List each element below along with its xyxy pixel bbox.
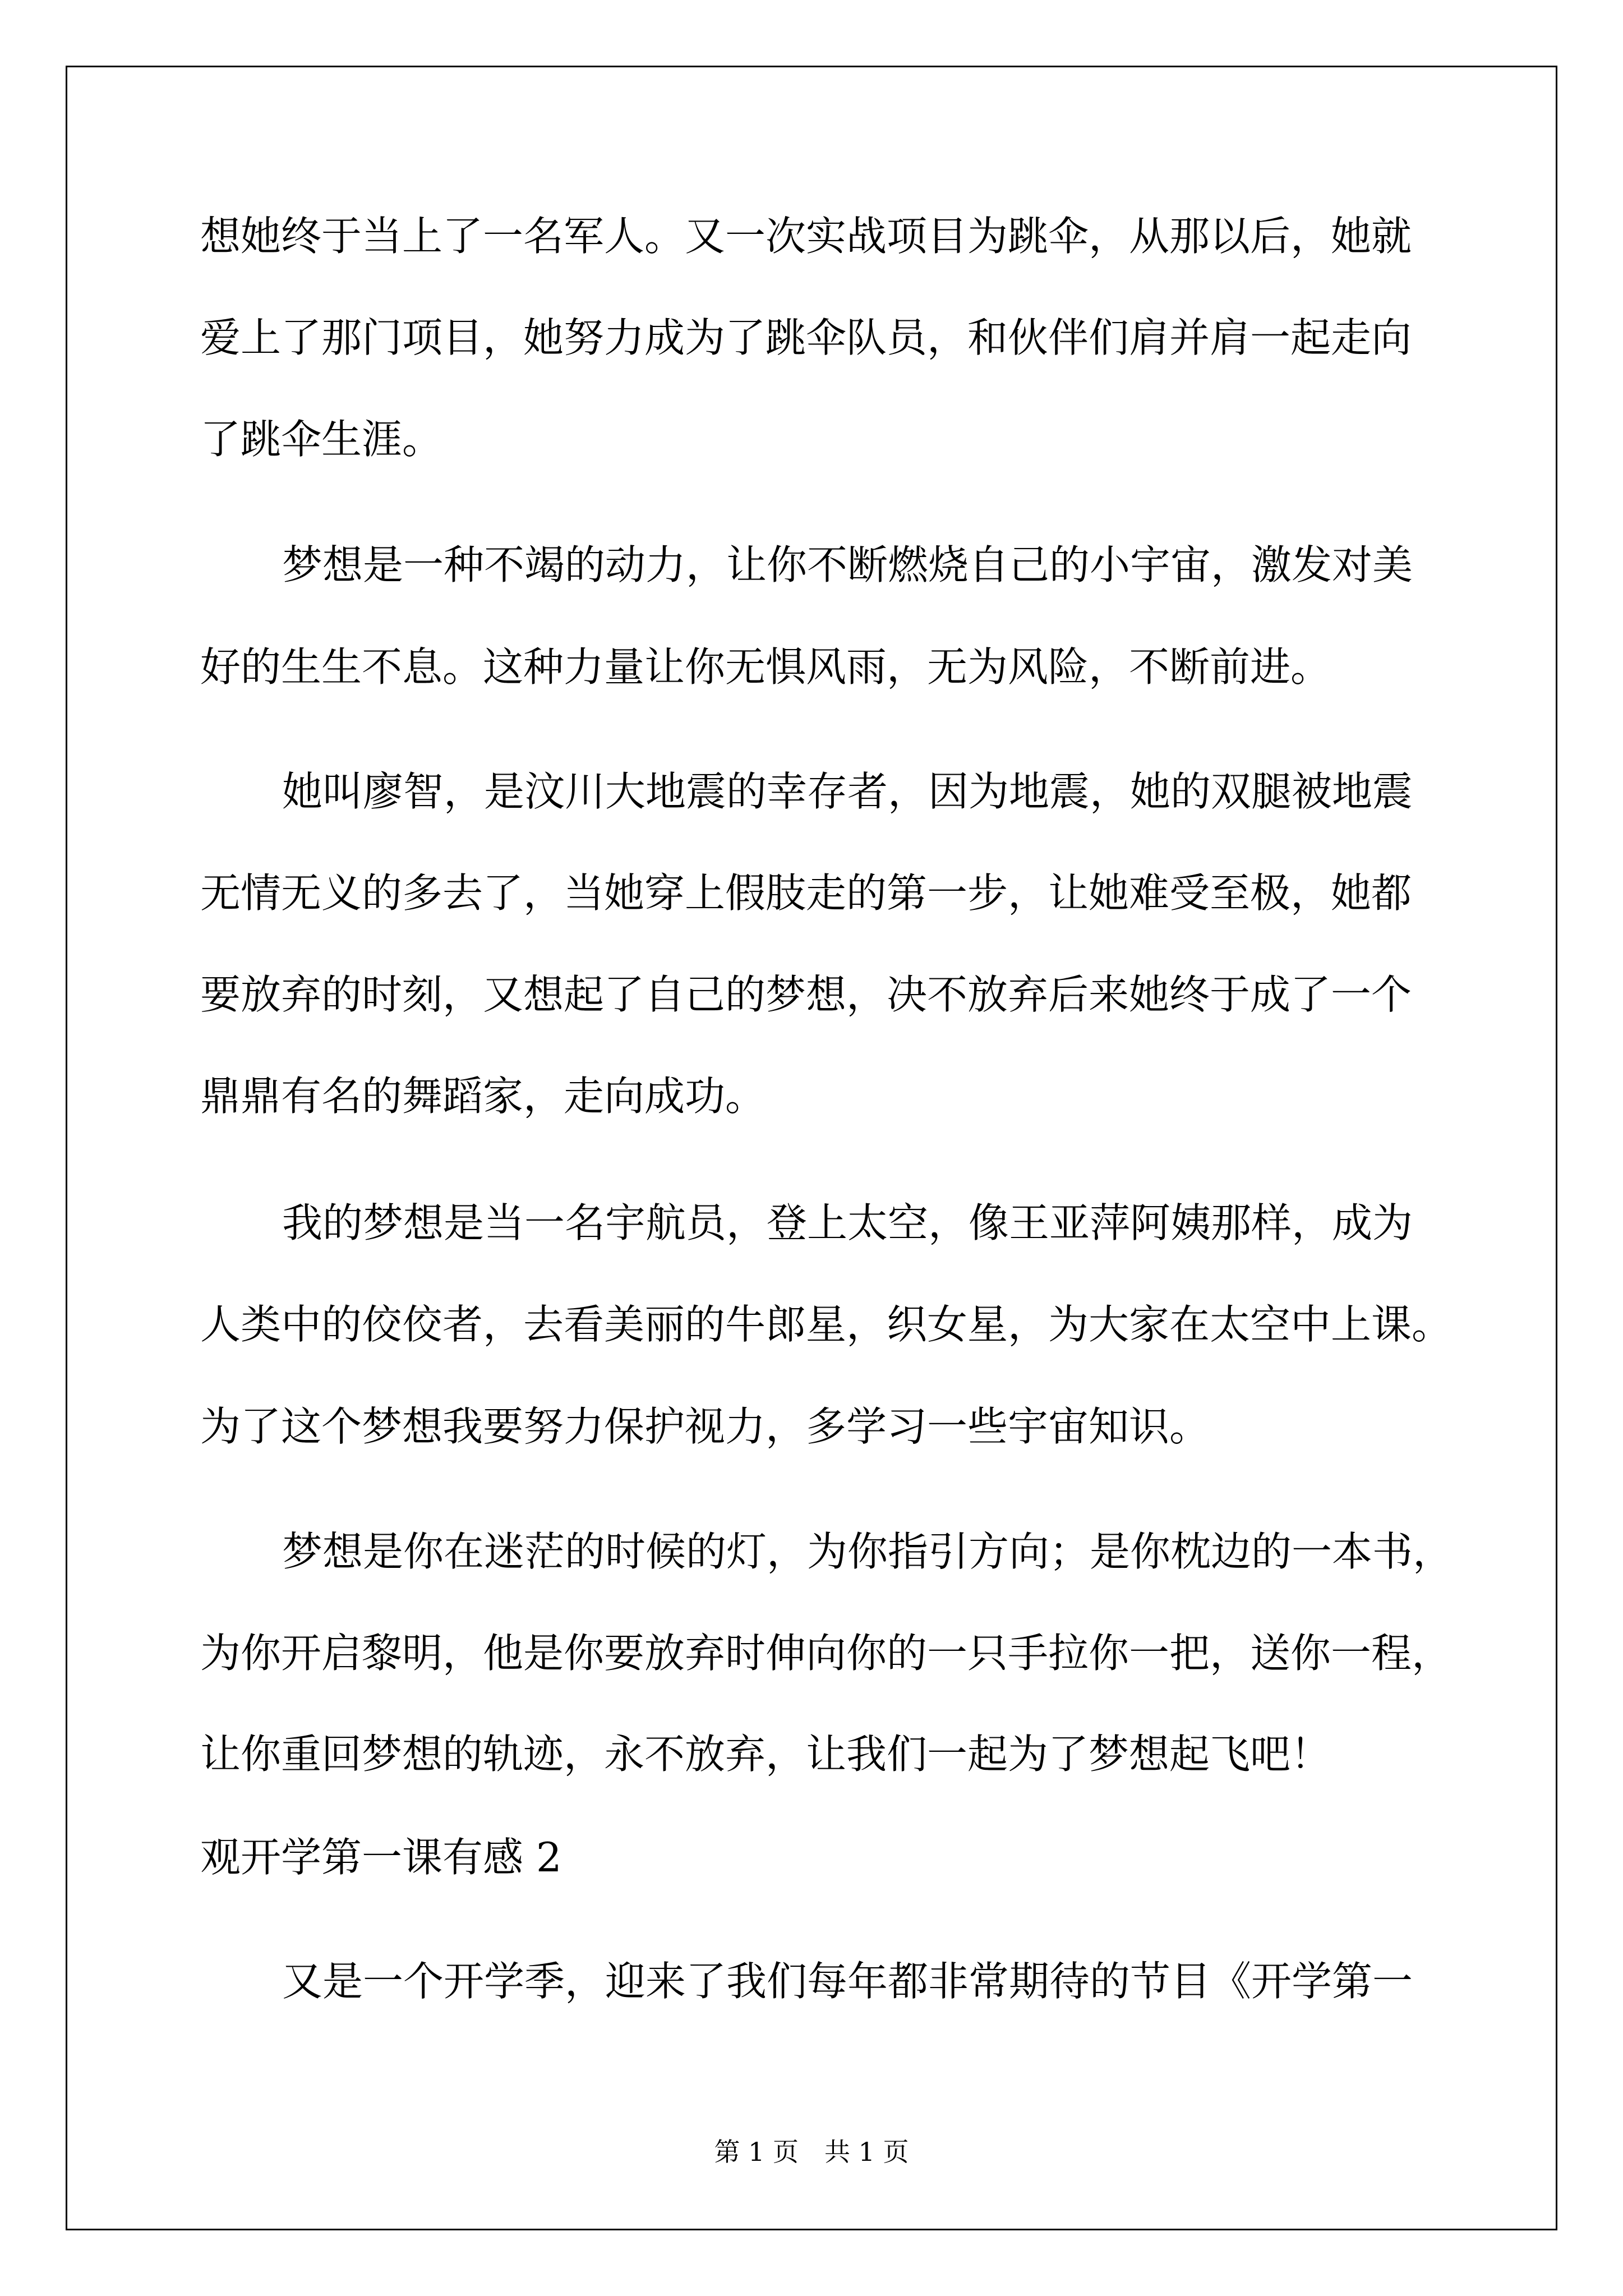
- text-line: 爱上了那门项目，她努力成为了跳伞队员，和伙伴们肩并肩一起走向: [200, 314, 1412, 361]
- text-line: 人类中的佼佼者，去看美丽的牛郎星，织女星，为大家在太空中上课。: [200, 1301, 1453, 1348]
- text-line: 鼎鼎有名的舞蹈家，走向成功。: [200, 1073, 766, 1120]
- text-line: 梦想是你在迷茫的时候的灯，为你指引方向；是你枕边的一本书，: [282, 1528, 1454, 1575]
- text-line: 又是一个开学季，迎来了我们每年都非常期待的节目《开学第一: [282, 1958, 1413, 2005]
- text-line: 为了这个梦想我要努力保护视力，多学习一些宇宙知识。: [200, 1403, 1210, 1450]
- text-line: 梦想是一种不竭的动力，让你不断燃烧自己的小宇宙，激发对美: [282, 541, 1413, 588]
- section-heading: 观开学第一课有感 2: [200, 1834, 562, 1881]
- text-line: 她叫廖智，是汶川大地震的幸存者，因为地震，她的双腿被地震: [282, 768, 1413, 815]
- text-line: 好的生生不息。这种力量让你无惧风雨，无为风险，不断前进。: [200, 643, 1331, 691]
- page-footer: 第 1 页 共 1 页: [714, 2137, 909, 2167]
- text-line: 要放弃的时刻，又想起了自己的梦想，决不放弃后来她终于成了一个: [200, 971, 1412, 1018]
- text-line: 了跳伞生涯。: [200, 416, 443, 463]
- text-line: 想她终于当上了一名军人。又一次实战项目为跳伞，从那以后，她就: [200, 213, 1412, 260]
- text-line: 让你重回梦想的轨迹，永不放弃，让我们一起为了梦想起飞吧！: [200, 1731, 1331, 1778]
- page-border: [66, 66, 1557, 2230]
- text-line: 我的梦想是当一名宇航员，登上太空，像王亚萍阿姨那样，成为: [282, 1199, 1413, 1246]
- text-line: 为你开启黎明，他是你要放弃时伸向你的一只手拉你一把，送你一程，: [200, 1630, 1453, 1677]
- text-line: 无情无义的多去了，当她穿上假肢走的第一步，让她难受至极，她都: [200, 869, 1412, 917]
